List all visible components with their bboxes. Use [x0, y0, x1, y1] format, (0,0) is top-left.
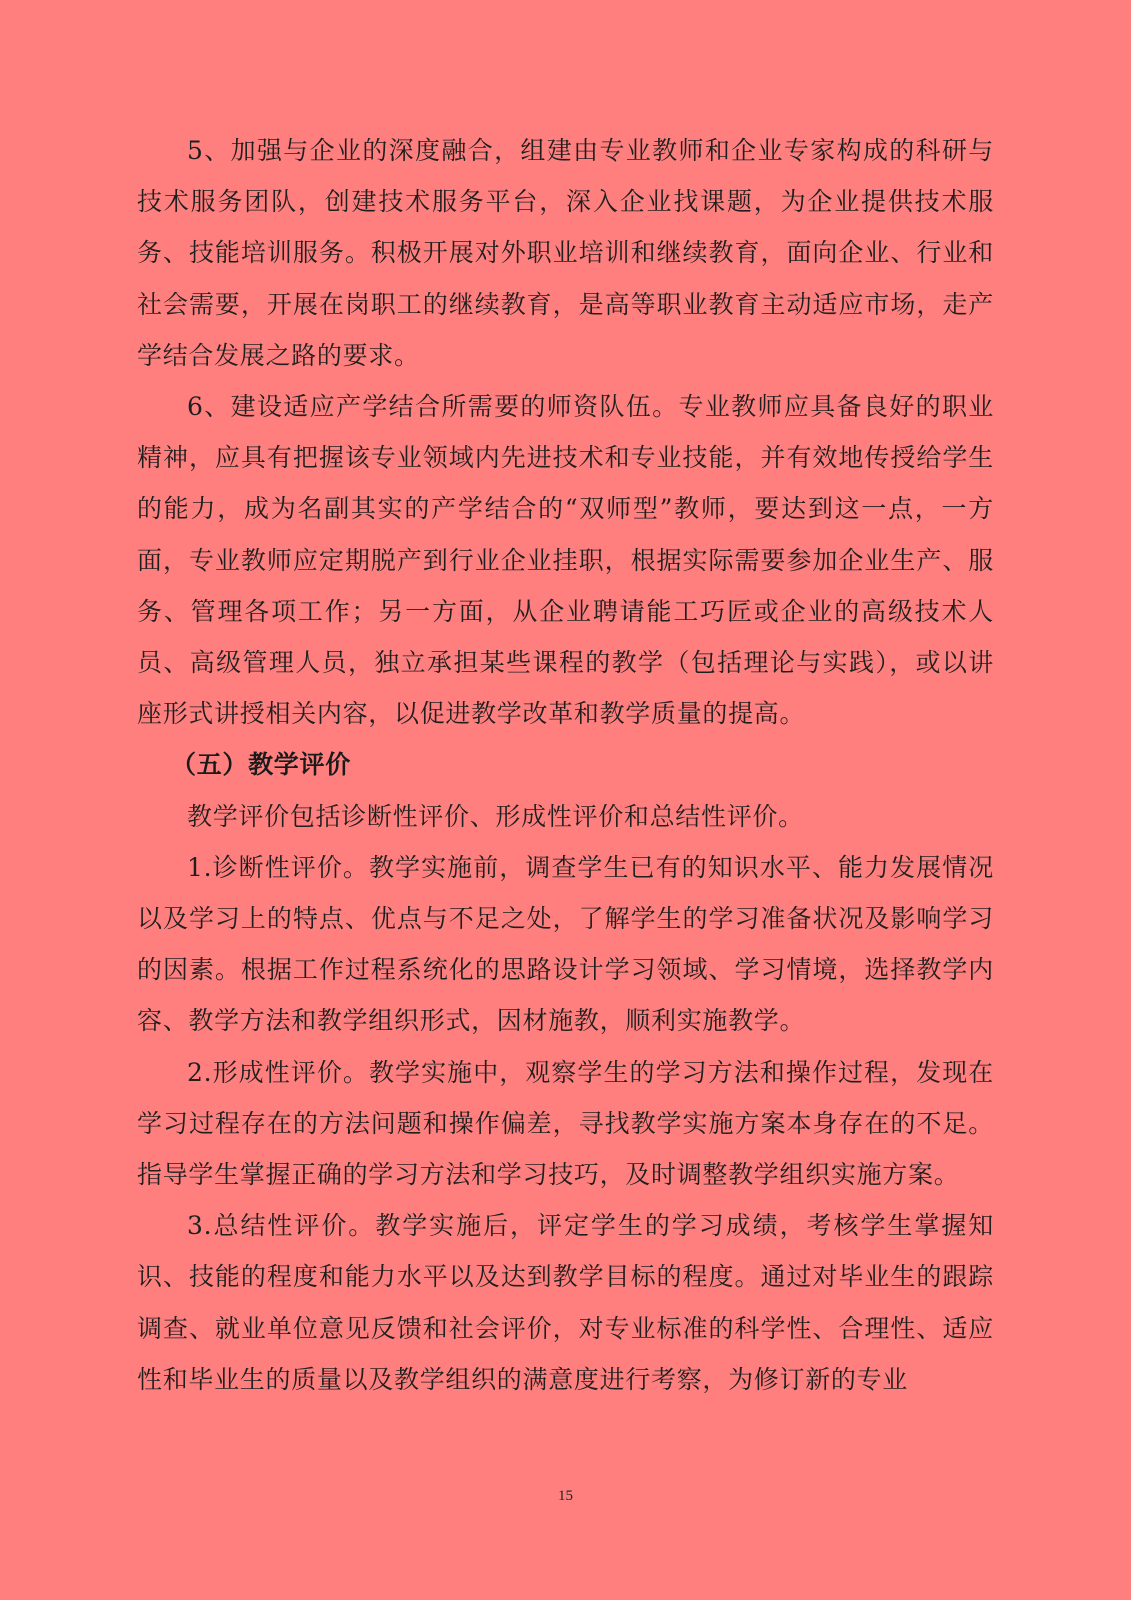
paragraph-item-5: 5、加强与企业的深度融合，组建由专业教师和企业专家构成的科研与技术服务团队，创建技术服务平台，深入企业找课题，为企业提供技术服务、技能培训服务。积极开展对外职业培训和继续教育，面向企业、行业和社会需要，开展在岗职工的继续教育，是高等职业教育主动适应市场，走产学结合发展之路的要求。 — [137, 136, 994, 370]
page-number: 15 — [558, 1488, 573, 1504]
paragraph-diagnostic-evaluation: 1.诊断性评价。教学实施前，调查学生已有的知识水平、能力发展情况以及学习上的特点、优点与不足之处，了解学生的学习准备状况及影响学习的因素。根据工作过程系统化的思路设计学习领域、学习情境，选择教学内容、教学方法和教学组织形式，因材施教，顺利实施教学。 — [137, 852, 994, 1036]
paragraph-item-6: 6、建设适应产学结合所需要的师资队伍。专业教师应具备良好的职业精神，应具有把握该专业领域内先进技术和专业技能，并有效地传授给学生的能力，成为名副其实的产学结合的“双师型”教师，要达到这一点，一方面，专业教师应定期脱产到行业企业挂职，根据实际需要参加企业生产、服务、管理各项工作；另一方面，从企业聘请能工巧匠或企业的高级技术人员、高级管理人员，独立承担某些课程的教学（包括理论与实践），或以讲座形式讲授相关内容，以促进教学改革和教学质量的提高。 — [137, 392, 994, 729]
paragraph-evaluation-intro: 教学评价包括诊断性评价、形成性评价和总结性评价。 — [187, 801, 804, 831]
page-body — [137, 125, 994, 1405]
paragraph-formative-evaluation: 2.形成性评价。教学实施中，观察学生的学习方法和操作过程，发现在学习过程存在的方法问题和操作偏差，寻找教学实施方案本身存在的不足。指导学生掌握正确的学习方法和学习技巧，及时调整教学组织实施方案。 — [137, 1057, 994, 1190]
paragraph-summative-evaluation: 3.总结性评价。教学实施后，评定学生的学习成绩，考核学生掌握知识、技能的程度和能力水平以及达到教学目标的程度。通过对毕业生的跟踪调查、就业单位意见反馈和社会评价，对专业标准的科学性、合理性、适应性和毕业生的质量以及教学组织的满意度进行考察，为修订新的专业 — [137, 1211, 994, 1394]
section-heading-teaching-evaluation: （五）教学评价 — [171, 750, 351, 780]
